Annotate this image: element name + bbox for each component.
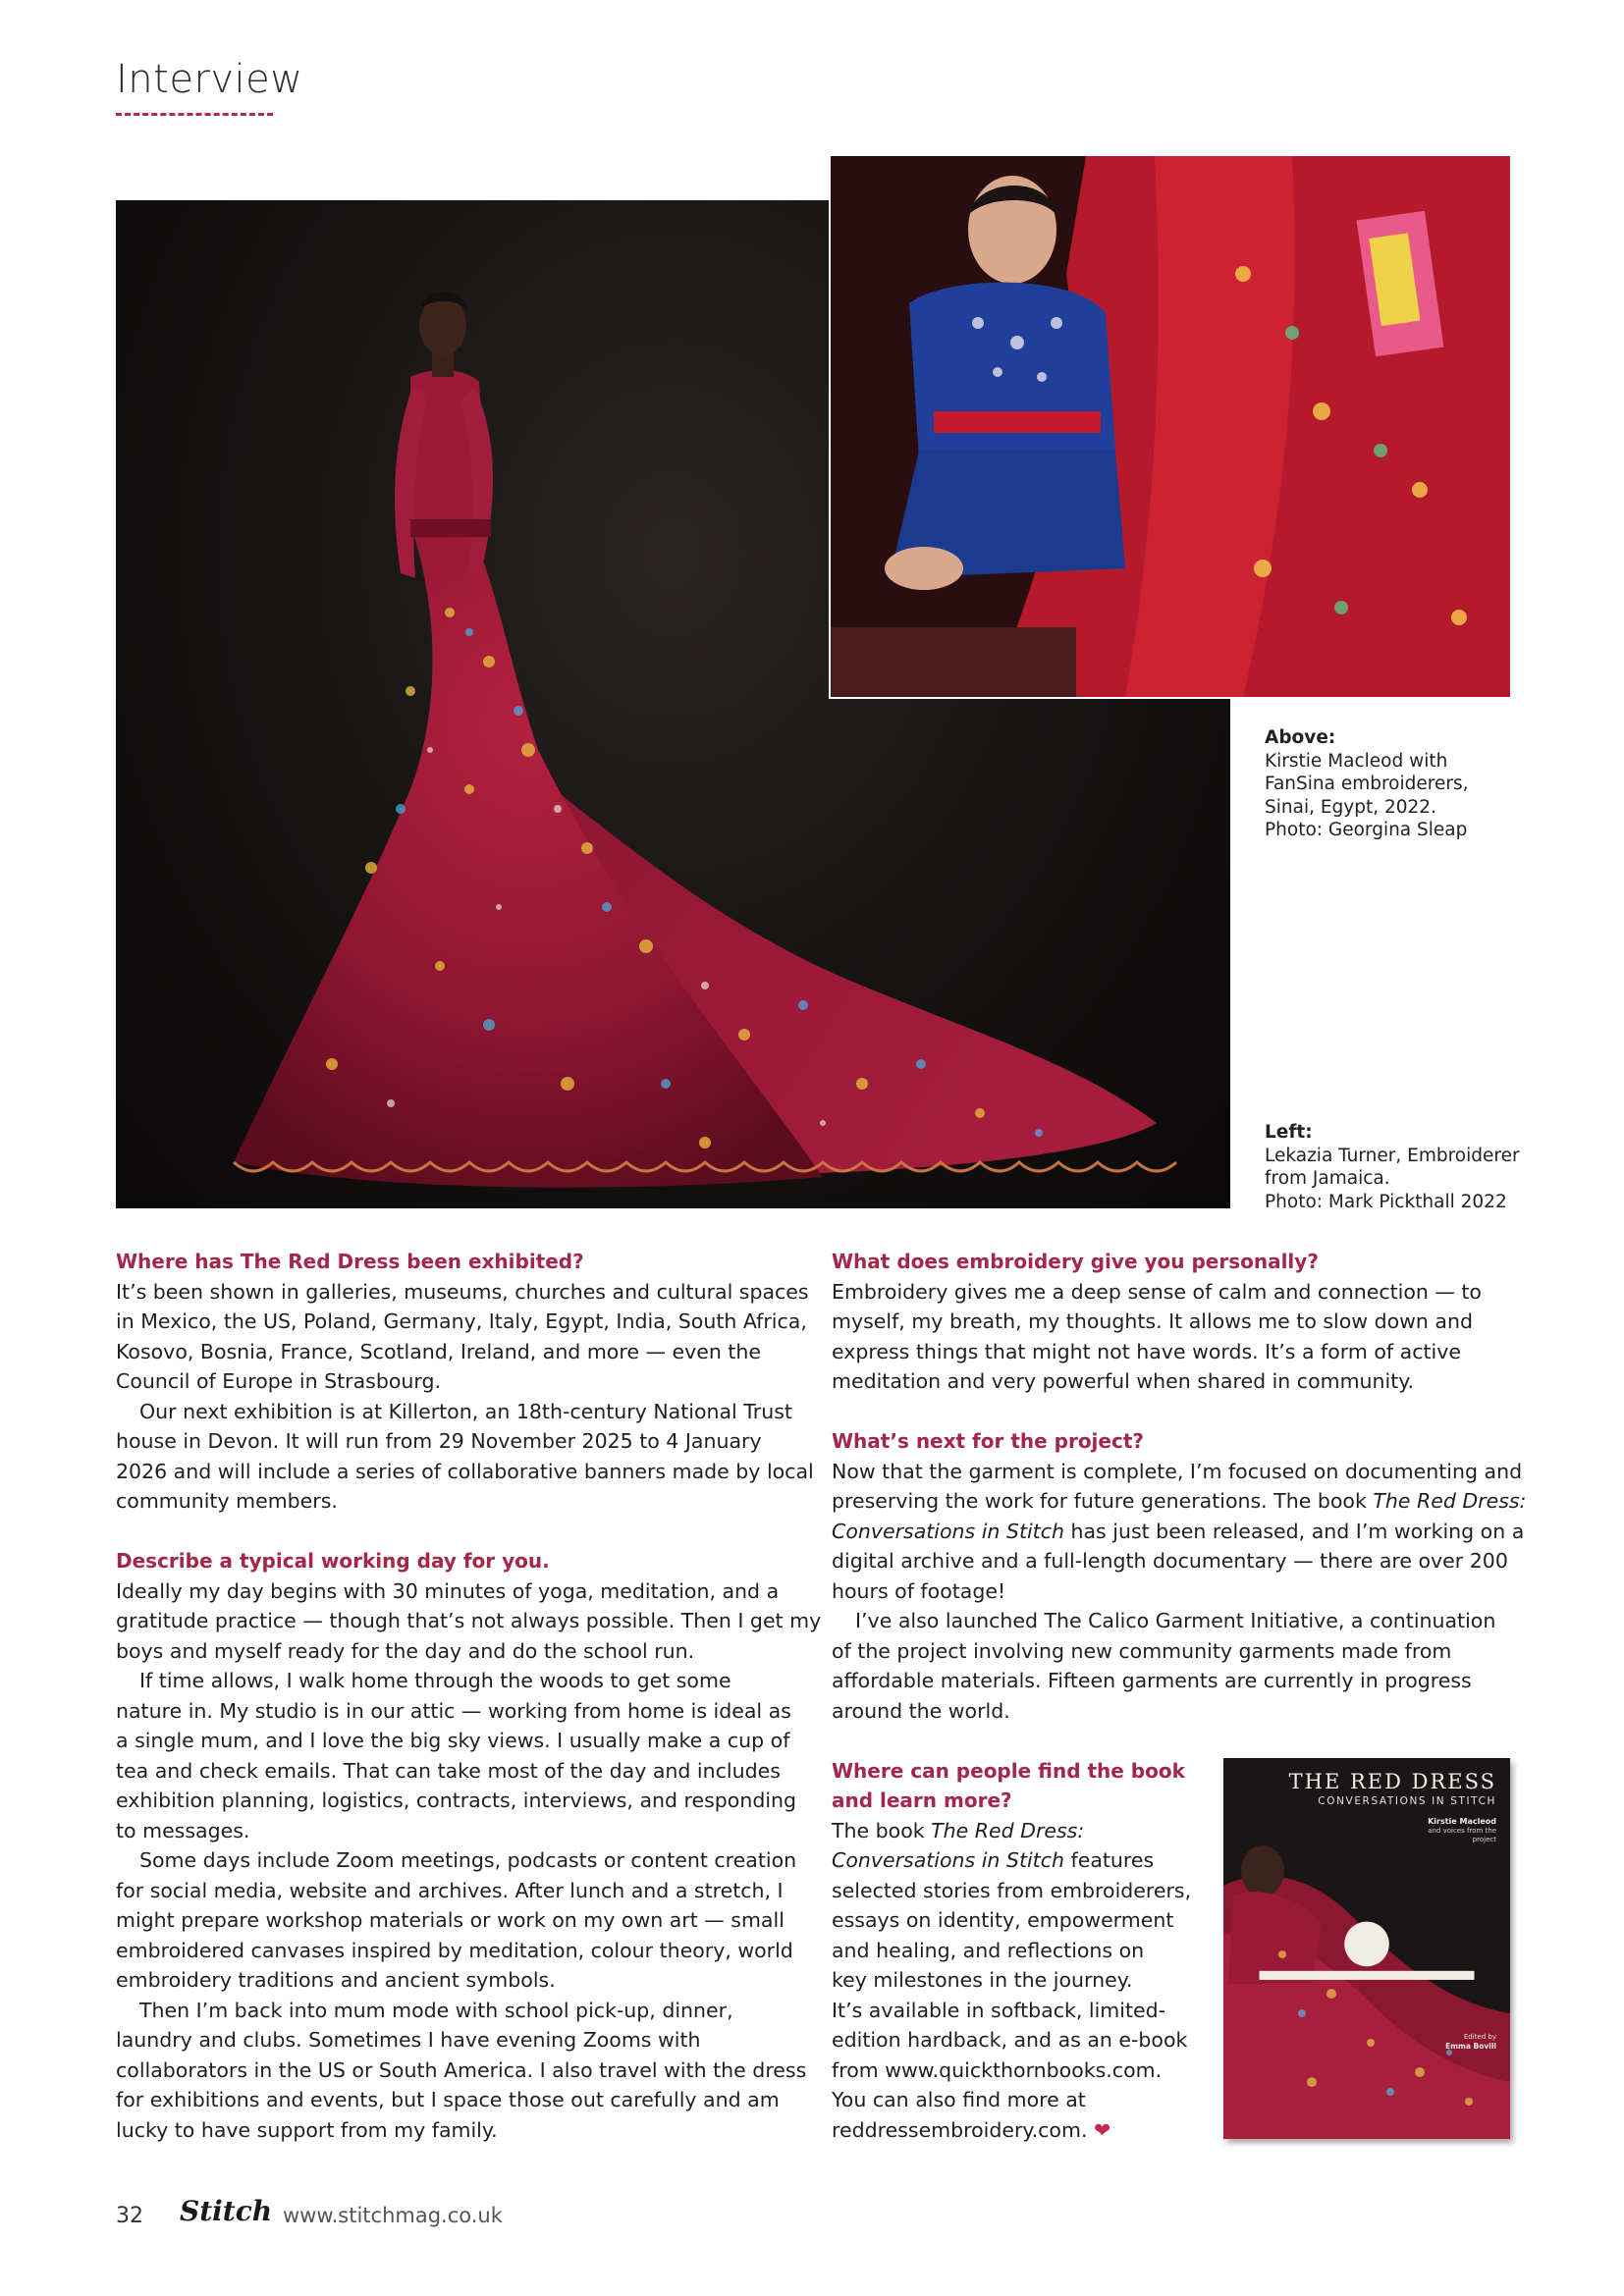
- book-cover-title: THE RED DRESS: [1288, 1770, 1496, 1793]
- text-run: The book: [832, 1818, 932, 1842]
- caption-line: FanSina embroiderers,: [1265, 774, 1469, 794]
- text-line: It’s been shown in galleries, museums, churches and cultural spaces: [116, 1279, 809, 1304]
- book-cover-subtitle: CONVERSATIONS IN STITCH: [1318, 1795, 1496, 1807]
- text-line: digital archive and a full-length documentary — there are over 200: [832, 1549, 1508, 1573]
- text-line: embroidered canvases inspired by meditation, colour theory, world: [116, 1938, 793, 1962]
- question-heading: Describe a typical working day for you.: [116, 1549, 550, 1573]
- book-cover: [1223, 1758, 1510, 2139]
- text-line: Some days include Zoom meetings, podcasts or content creation: [139, 1848, 797, 1872]
- magazine-url[interactable]: www.stitchmag.co.uk: [283, 2204, 503, 2227]
- text-line: Embroidery gives me a deep sense of calm and connection — to: [832, 1279, 1482, 1304]
- answer-paragraph: [832, 1277, 1509, 1397]
- answer-paragraph: [116, 1576, 822, 1667]
- book-cover-editor: Emma Bovill: [1445, 2042, 1496, 2051]
- answer-paragraph: [116, 1845, 797, 1996]
- caption-left: [1265, 1121, 1520, 1213]
- question-heading: What does embroidery give you personally?: [832, 1250, 1319, 1273]
- text-line: Ideally my day begins with 30 minutes of yoga, meditation, and a: [116, 1578, 780, 1603]
- book-title-italic: Conversations in Stitch: [832, 1848, 1064, 1872]
- text-line: edition hardback, and as an e-book: [832, 2028, 1188, 2052]
- text-line: affordable materials. Fifteen garments are currently in progress: [832, 1669, 1472, 1692]
- text-line: Then I’m back into mum mode with school pick-up, dinner,: [139, 1998, 733, 2022]
- book-cover-voices: and voices from the project: [1428, 1827, 1496, 1843]
- heart-icon: ❤: [1094, 2117, 1111, 2142]
- publisher-logo-icon: [1223, 1758, 1510, 2139]
- text-line: You can also find more at: [832, 2088, 1086, 2111]
- text-line: myself, my breath, my thoughts. It allows me to slow down and: [832, 1309, 1473, 1333]
- text-line: and healing, and reflections on: [832, 1938, 1145, 1962]
- top-photo-embroiderers: [831, 156, 1510, 697]
- heading-line: and learn more?: [832, 1789, 1012, 1812]
- page-number: 32: [116, 2204, 143, 2228]
- text-line: [832, 1486, 1527, 1517]
- text-line: Now that the garment is complete, I’m focused on documenting and: [832, 1459, 1523, 1483]
- section-divider: [116, 113, 273, 116]
- answer-paragraph: [832, 1457, 1527, 1607]
- text-line: I’ve also launched The Calico Garment Initiative, a continuation: [855, 1609, 1496, 1632]
- caption-line: Photo: Georgina Sleap: [1265, 820, 1468, 840]
- caption-line: Sinai, Egypt, 2022.: [1265, 796, 1436, 818]
- text-run: preserving the work for future generations. The book: [832, 1489, 1374, 1513]
- text-line: from www.quickthornbooks.com.: [832, 2057, 1163, 2082]
- heading-line: Where can people find the book: [832, 1758, 1185, 1783]
- text-line: [832, 1517, 1525, 1547]
- caption-left-heading: Left:: [1265, 1122, 1313, 1143]
- text-line: key milestones in the journey.: [832, 1968, 1133, 1992]
- text-line: express things that might not have words. It’s a form of active: [832, 1339, 1461, 1363]
- text-line: nature in. My studio is in our attic — working from home is ideal as: [116, 1698, 791, 1723]
- text-line: of the project involving new community garments made from: [832, 1638, 1452, 1663]
- section-label: Interview: [116, 57, 303, 102]
- embroiderers-illustration: [831, 156, 1510, 697]
- text-line: It’s available in softback, limited-: [832, 1998, 1166, 2022]
- text-line: laundry and clubs. Sometimes I have evening Zooms with: [116, 2028, 701, 2052]
- text-line: in Mexico, the US, Poland, Germany, Italy, Egypt, India, South Africa,: [116, 1309, 807, 1333]
- caption-above-heading: Above:: [1265, 727, 1336, 748]
- text-line: essays on identity, empowerment: [832, 1908, 1174, 1932]
- text-line: tea and check emails. That can take most of the day and includes: [116, 1758, 781, 1783]
- caption-above: [1265, 726, 1520, 842]
- text-line: lucky to have support from my family.: [116, 2117, 498, 2142]
- book-cover-edited-by: Edited by: [1463, 2033, 1496, 2041]
- text-line: community members.: [116, 1489, 338, 1513]
- caption-line: Kirstie Macleod with: [1265, 750, 1448, 772]
- text-line: collaborators in the US or South America. I also travel with the dress: [116, 2057, 807, 2082]
- text-line: selected stories from embroiderers,: [832, 1878, 1192, 1902]
- answer-paragraph: [832, 1606, 1509, 1726]
- text-line: house in Devon. It will run from 29 November 2025 to 4 January: [116, 1429, 762, 1453]
- answer-paragraph: [116, 1397, 814, 1517]
- book-title-italic: The Red Dress:: [931, 1818, 1085, 1842]
- book-title-italic: The Red Dress:: [1373, 1489, 1527, 1513]
- answer-paragraph: [116, 1277, 809, 1397]
- text-line: boys and myself ready for the day and do the school run.: [116, 1638, 695, 1663]
- text-line: Kosovo, Bosnia, France, Scotland, Ireland, and more — even the: [116, 1339, 761, 1363]
- text-line: a single mum, and I love the big sky views. I usually make a cup of: [116, 1729, 790, 1752]
- magazine-logo: Stitch: [180, 2195, 273, 2227]
- book-cover-author: Kirstie Macleod: [1428, 1817, 1496, 1826]
- text-line: 2026 and will include a series of collaborative banners made by local: [116, 1459, 814, 1483]
- caption-line: from Jamaica.: [1265, 1168, 1390, 1189]
- caption-line: Photo: Mark Pickthall 2022: [1265, 1191, 1507, 1212]
- text-line: to messages.: [116, 1818, 250, 1842]
- question-heading: What’s next for the project?: [832, 1429, 1144, 1453]
- text-line: for social media, website and archives. After lunch and a stretch, I: [116, 1878, 784, 1902]
- book-title-italic: Conversations in Stitch: [832, 1519, 1064, 1543]
- text-line: hours of footage!: [832, 1578, 1006, 1603]
- text-line: around the world.: [832, 1698, 1010, 1723]
- answer-paragraph: [116, 1666, 797, 1845]
- answer-paragraph: [116, 1996, 807, 2146]
- article-left-column: [116, 1247, 822, 2145]
- text-line: embroidery traditions and ancient symbols.: [116, 1968, 556, 1992]
- text-run: features: [1063, 1848, 1155, 1872]
- text-line: If time allows, I walk home through the woods to get some: [139, 1669, 731, 1692]
- text-line: Council of Europe in Strasbourg.: [116, 1369, 441, 1393]
- text-line: Our next exhibition is at Killerton, an 18th-century National Trust: [139, 1399, 792, 1423]
- text-line: exhibition planning, logistics, contracts, interviews, and responding: [116, 1789, 797, 1812]
- text-run: reddressembroidery.com.: [832, 2117, 1088, 2142]
- text-line: meditation and very powerful when shared in community.: [832, 1369, 1414, 1393]
- text-line: might prepare workshop materials or work on my own art — small: [116, 1908, 785, 1932]
- text-line: for exhibitions and events, but I space those out carefully and am: [116, 2088, 780, 2111]
- caption-line: Lekazia Turner, Embroiderer: [1265, 1145, 1520, 1166]
- text-line: gratitude practice — though that’s not always possible. Then I get my: [116, 1609, 822, 1632]
- text-run: has just been released, and I’m working on a: [1063, 1519, 1525, 1543]
- question-heading: Where has The Red Dress been exhibited?: [116, 1250, 584, 1273]
